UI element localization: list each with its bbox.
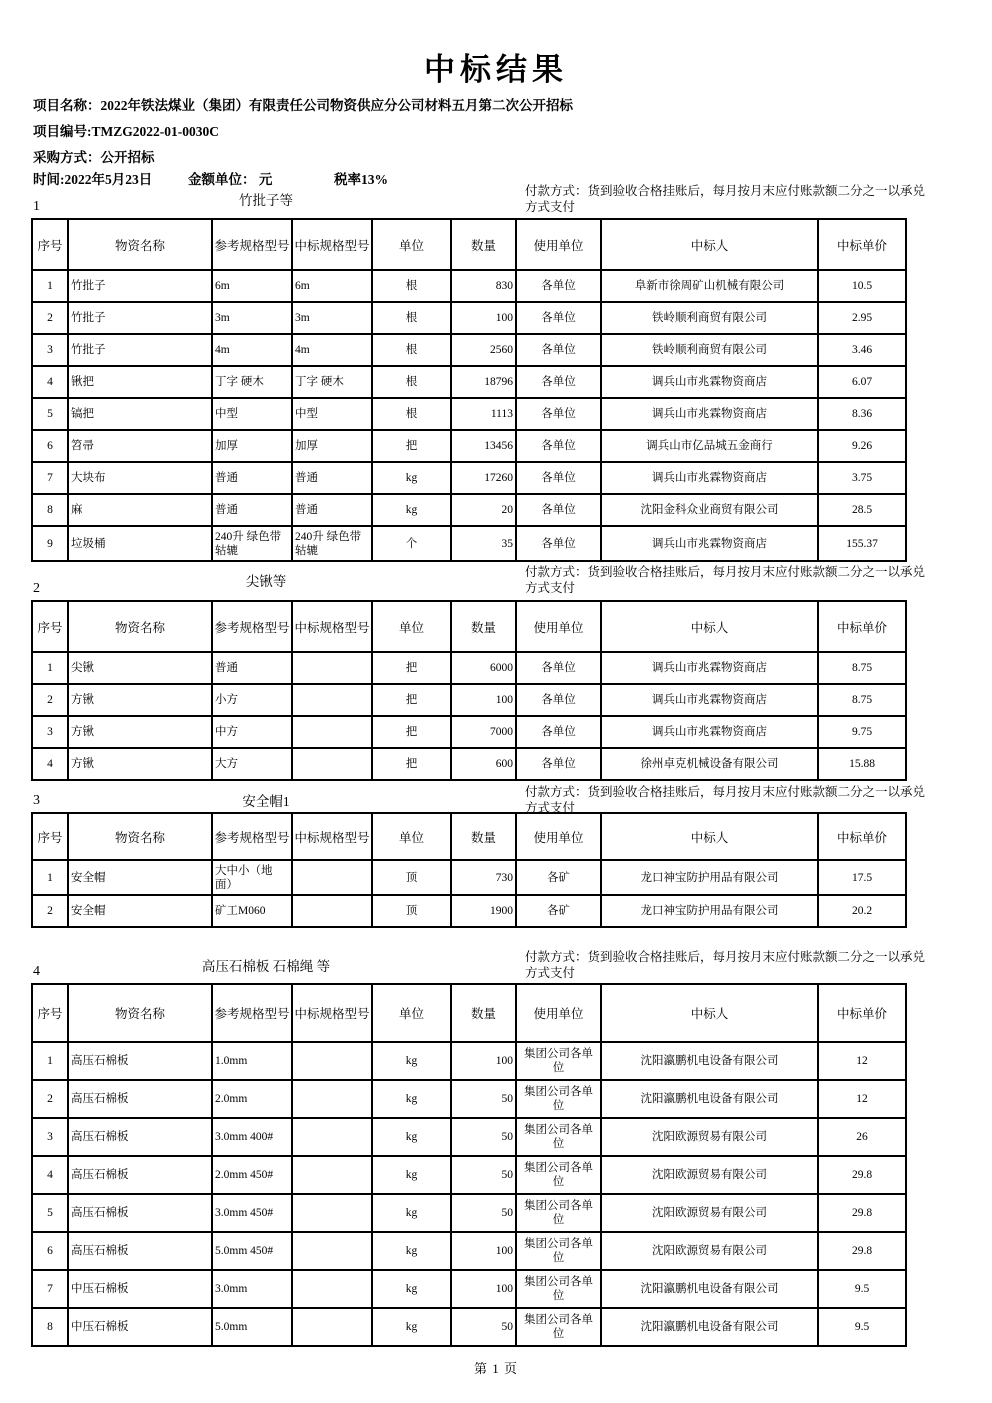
cell-user-unit: 各单位	[516, 684, 601, 716]
cell-material-name: 尖锹	[68, 652, 212, 684]
cell-win-spec	[292, 1080, 372, 1118]
cell-win-spec: 240升 绿色带轱辘	[292, 526, 372, 561]
bid-table-4	[31, 983, 907, 1347]
cell-ref-spec: 普通	[212, 462, 292, 494]
cell-quantity: 100	[451, 302, 516, 334]
cell-user-unit: 集团公司各单位	[516, 1270, 601, 1308]
col-header-win-spec: 中标规格型号	[292, 219, 372, 270]
cell-ref-spec: 3.0mm 450#	[212, 1194, 292, 1232]
cell-win-price: 17.5	[818, 860, 906, 895]
cell-win-price: 8.36	[818, 398, 906, 430]
cell-quantity: 100	[451, 1232, 516, 1270]
cell-win-spec: 加厚	[292, 430, 372, 462]
cell-ref-spec: 2.0mm	[212, 1080, 292, 1118]
cell-user-unit: 集团公司各单位	[516, 1308, 601, 1346]
cell-win-price: 8.75	[818, 684, 906, 716]
cell-ref-spec: 中方	[212, 716, 292, 748]
cell-unit: 把	[372, 716, 451, 748]
cell-win-price: 8.75	[818, 652, 906, 684]
cell-winner: 调兵山市兆霖物资商店	[601, 716, 818, 748]
page-number: 第 1 页	[473, 1361, 518, 1376]
cell-material-name: 竹批子	[68, 334, 212, 366]
cell-seq: 3	[32, 1118, 68, 1156]
col-header-unit: 单位	[372, 219, 451, 270]
cell-winner: 调兵山市兆霖物资商店	[601, 684, 818, 716]
table-row	[32, 1308, 906, 1346]
cell-win-price: 15.88	[818, 748, 906, 780]
cell-ref-spec: 6m	[212, 270, 292, 302]
cell-win-spec	[292, 684, 372, 716]
cell-win-spec: 中型	[292, 398, 372, 430]
cell-win-price: 3.75	[818, 462, 906, 494]
section-title: 安全帽1	[242, 794, 290, 809]
cell-user-unit: 集团公司各单位	[516, 1042, 601, 1080]
cell-unit: kg	[372, 1270, 451, 1308]
cell-user-unit: 各单位	[516, 366, 601, 398]
cell-quantity: 1113	[451, 398, 516, 430]
col-header-seq: 序号	[32, 984, 68, 1042]
table-row	[32, 684, 906, 716]
cell-quantity: 730	[451, 860, 516, 895]
cell-unit: kg	[372, 1042, 451, 1080]
cell-winner: 沈阳金科众业商贸有限公司	[601, 494, 818, 526]
col-header-seq: 序号	[32, 601, 68, 652]
procurement-method-line: 采购方式：公开招标	[33, 150, 155, 165]
cell-ref-spec: 2.0mm 450#	[212, 1156, 292, 1194]
cell-quantity: 2560	[451, 334, 516, 366]
cell-winner: 调兵山市兆霖物资商店	[601, 366, 818, 398]
cell-ref-spec: 5.0mm	[212, 1308, 292, 1346]
cell-quantity: 35	[451, 526, 516, 561]
cell-win-price: 9.5	[818, 1270, 906, 1308]
table-row	[32, 716, 906, 748]
cell-quantity: 50	[451, 1308, 516, 1346]
table-row	[32, 1232, 906, 1270]
page-title: 中标结果	[424, 52, 568, 87]
col-header-material-name: 物资名称	[68, 984, 212, 1042]
col-header-quantity: 数量	[451, 219, 516, 270]
section-number: 2	[33, 581, 40, 596]
amount-unit: 金额单位： 元	[188, 172, 273, 187]
cell-win-price: 12	[818, 1080, 906, 1118]
cell-unit: kg	[372, 462, 451, 494]
cell-quantity: 13456	[451, 430, 516, 462]
col-header-user-unit: 使用单位	[516, 813, 601, 860]
cell-win-price: 29.8	[818, 1194, 906, 1232]
cell-seq: 2	[32, 895, 68, 927]
cell-seq: 7	[32, 1270, 68, 1308]
cell-winner: 沈阳瀛鹏机电设备有限公司	[601, 1308, 818, 1346]
cell-material-name: 锹把	[68, 366, 212, 398]
cell-winner: 沈阳欧源贸易有限公司	[601, 1232, 818, 1270]
cell-material-name: 麻	[68, 494, 212, 526]
table-row	[32, 1270, 906, 1308]
cell-unit: kg	[372, 1156, 451, 1194]
table-row	[32, 494, 906, 526]
project-name-line: 项目名称：2022年铁法煤业（集团）有限责任公司物资供应分公司材料五月第二次公开招标	[33, 98, 573, 113]
cell-user-unit: 各单位	[516, 526, 601, 561]
cell-material-name: 安全帽	[68, 895, 212, 927]
cell-seq: 1	[32, 652, 68, 684]
cell-win-spec	[292, 748, 372, 780]
table-row	[32, 430, 906, 462]
col-header-ref-spec: 参考规格型号	[212, 813, 292, 860]
cell-win-price: 12	[818, 1042, 906, 1080]
cell-seq: 3	[32, 334, 68, 366]
cell-ref-spec: 小方	[212, 684, 292, 716]
cell-user-unit: 各单位	[516, 462, 601, 494]
table-row	[32, 1042, 906, 1080]
cell-unit: kg	[372, 1308, 451, 1346]
cell-unit: 把	[372, 748, 451, 780]
table-row	[32, 1194, 906, 1232]
cell-material-name: 镐把	[68, 398, 212, 430]
cell-seq: 3	[32, 716, 68, 748]
cell-material-name: 笤帚	[68, 430, 212, 462]
cell-material-name: 高压石棉板	[68, 1194, 212, 1232]
cell-material-name: 高压石棉板	[68, 1232, 212, 1270]
cell-winner: 铁岭顺利商贸有限公司	[601, 334, 818, 366]
col-header-win-spec: 中标规格型号	[292, 984, 372, 1042]
col-header-material-name: 物资名称	[68, 219, 212, 270]
cell-user-unit: 各单位	[516, 398, 601, 430]
cell-material-name: 竹批子	[68, 270, 212, 302]
cell-material-name: 竹批子	[68, 302, 212, 334]
section-title: 高压石棉板 石棉绳 等	[201, 959, 331, 974]
section-number: 1	[33, 199, 40, 214]
cell-seq: 4	[32, 366, 68, 398]
cell-ref-spec: 1.0mm	[212, 1042, 292, 1080]
cell-quantity: 600	[451, 748, 516, 780]
cell-ref-spec: 加厚	[212, 430, 292, 462]
cell-ref-spec: 5.0mm 450#	[212, 1232, 292, 1270]
section-number: 3	[33, 793, 40, 808]
col-header-winner: 中标人	[601, 813, 818, 860]
cell-seq: 4	[32, 1156, 68, 1194]
col-header-win-price: 中标单价	[818, 984, 906, 1042]
table-row	[32, 860, 906, 895]
cell-seq: 2	[32, 302, 68, 334]
cell-win-spec	[292, 1270, 372, 1308]
cell-win-price: 9.5	[818, 1308, 906, 1346]
cell-ref-spec: 大中小（地面）	[212, 860, 292, 895]
cell-win-spec: 丁字 硬木	[292, 366, 372, 398]
cell-win-price: 26	[818, 1118, 906, 1156]
table-row	[32, 462, 906, 494]
cell-winner: 龙口神宝防护用品有限公司	[601, 895, 818, 927]
cell-winner: 沈阳瀛鹏机电设备有限公司	[601, 1080, 818, 1118]
cell-ref-spec: 矿工M060	[212, 895, 292, 927]
cell-unit: 把	[372, 652, 451, 684]
col-header-material-name: 物资名称	[68, 813, 212, 860]
cell-quantity: 6000	[451, 652, 516, 684]
cell-unit: kg	[372, 1080, 451, 1118]
cell-winner: 龙口神宝防护用品有限公司	[601, 860, 818, 895]
bid-table-3	[31, 812, 907, 928]
cell-material-name: 高压石棉板	[68, 1042, 212, 1080]
cell-win-spec	[292, 1308, 372, 1346]
cell-user-unit: 各矿	[516, 860, 601, 895]
cell-winner: 铁岭顺利商贸有限公司	[601, 302, 818, 334]
cell-material-name: 方锹	[68, 716, 212, 748]
cell-ref-spec: 丁字 硬木	[212, 366, 292, 398]
col-header-quantity: 数量	[451, 984, 516, 1042]
cell-ref-spec: 3m	[212, 302, 292, 334]
cell-winner: 调兵山市兆霖物资商店	[601, 652, 818, 684]
cell-win-spec: 普通	[292, 494, 372, 526]
cell-seq: 8	[32, 1308, 68, 1346]
cell-unit: kg	[372, 494, 451, 526]
table-row	[32, 1118, 906, 1156]
cell-winner: 沈阳瀛鹏机电设备有限公司	[601, 1270, 818, 1308]
cell-win-price: 9.75	[818, 716, 906, 748]
cell-ref-spec: 中型	[212, 398, 292, 430]
cell-ref-spec: 普通	[212, 652, 292, 684]
cell-user-unit: 集团公司各单位	[516, 1080, 601, 1118]
cell-user-unit: 集团公司各单位	[516, 1232, 601, 1270]
cell-win-spec	[292, 1156, 372, 1194]
cell-quantity: 100	[451, 1042, 516, 1080]
cell-win-price: 29.8	[818, 1156, 906, 1194]
cell-win-spec: 4m	[292, 334, 372, 366]
table-row	[32, 398, 906, 430]
cell-user-unit: 各单位	[516, 302, 601, 334]
cell-material-name: 大块布	[68, 462, 212, 494]
cell-unit: kg	[372, 1194, 451, 1232]
cell-unit: 根	[372, 366, 451, 398]
cell-ref-spec: 3.0mm	[212, 1270, 292, 1308]
cell-unit: 顶	[372, 895, 451, 927]
cell-material-name: 方锹	[68, 684, 212, 716]
cell-material-name: 垃圾桶	[68, 526, 212, 561]
cell-win-spec	[292, 1042, 372, 1080]
cell-win-spec: 6m	[292, 270, 372, 302]
cell-ref-spec: 大方	[212, 748, 292, 780]
cell-seq: 6	[32, 1232, 68, 1270]
cell-win-price: 10.5	[818, 270, 906, 302]
cell-quantity: 17260	[451, 462, 516, 494]
cell-quantity: 100	[451, 1270, 516, 1308]
cell-seq: 1	[32, 860, 68, 895]
cell-win-price: 20.2	[818, 895, 906, 927]
cell-seq: 6	[32, 430, 68, 462]
table-row	[32, 270, 906, 302]
cell-win-price: 9.26	[818, 430, 906, 462]
col-header-seq: 序号	[32, 219, 68, 270]
cell-ref-spec: 4m	[212, 334, 292, 366]
col-header-user-unit: 使用单位	[516, 219, 601, 270]
col-header-quantity: 数量	[451, 601, 516, 652]
cell-quantity: 50	[451, 1156, 516, 1194]
cell-user-unit: 各单位	[516, 334, 601, 366]
cell-material-name: 中压石棉板	[68, 1308, 212, 1346]
cell-win-price: 28.5	[818, 494, 906, 526]
cell-user-unit: 各单位	[516, 652, 601, 684]
col-header-win-spec: 中标规格型号	[292, 601, 372, 652]
cell-seq: 2	[32, 684, 68, 716]
col-header-user-unit: 使用单位	[516, 601, 601, 652]
cell-winner: 沈阳欧源贸易有限公司	[601, 1156, 818, 1194]
cell-win-spec	[292, 716, 372, 748]
cell-quantity: 50	[451, 1194, 516, 1232]
cell-user-unit: 各单位	[516, 270, 601, 302]
cell-seq: 4	[32, 748, 68, 780]
cell-unit: kg	[372, 1118, 451, 1156]
cell-unit: 把	[372, 430, 451, 462]
col-header-unit: 单位	[372, 984, 451, 1042]
table-row	[32, 302, 906, 334]
col-header-ref-spec: 参考规格型号	[212, 984, 292, 1042]
cell-win-spec: 普通	[292, 462, 372, 494]
cell-win-spec	[292, 652, 372, 684]
cell-ref-spec: 240升 绿色带轱辘	[212, 526, 292, 561]
cell-material-name: 高压石棉板	[68, 1080, 212, 1118]
section-title: 竹批子等	[239, 193, 293, 208]
table-row	[32, 652, 906, 684]
date-value: 时间:2022年5月23日	[33, 172, 153, 187]
col-header-ref-spec: 参考规格型号	[212, 601, 292, 652]
cell-material-name: 中压石棉板	[68, 1270, 212, 1308]
cell-winner: 阜新市徐周矿山机械有限公司	[601, 270, 818, 302]
cell-winner: 调兵山市亿品城五金商行	[601, 430, 818, 462]
cell-winner: 沈阳瀛鹏机电设备有限公司	[601, 1042, 818, 1080]
table-row	[32, 1156, 906, 1194]
col-header-winner: 中标人	[601, 219, 818, 270]
cell-user-unit: 各单位	[516, 748, 601, 780]
cell-unit: 根	[372, 398, 451, 430]
cell-material-name: 安全帽	[68, 860, 212, 895]
cell-seq: 9	[32, 526, 68, 561]
cell-unit: 把	[372, 684, 451, 716]
payment-note: 付款方式：货到验收合格挂账后，每月按月末应付账款额二分之一以承兑方式支付	[525, 184, 926, 214]
cell-quantity: 20	[451, 494, 516, 526]
cell-seq: 5	[32, 398, 68, 430]
cell-win-price: 6.07	[818, 366, 906, 398]
section-number: 4	[33, 964, 40, 979]
col-header-win-price: 中标单价	[818, 219, 906, 270]
cell-unit: 根	[372, 270, 451, 302]
cell-seq: 8	[32, 494, 68, 526]
col-header-unit: 单位	[372, 813, 451, 860]
col-header-material-name: 物资名称	[68, 601, 212, 652]
cell-win-spec	[292, 1232, 372, 1270]
cell-ref-spec: 3.0mm 400#	[212, 1118, 292, 1156]
col-header-unit: 单位	[372, 601, 451, 652]
cell-seq: 7	[32, 462, 68, 494]
table-row	[32, 526, 906, 561]
cell-winner: 沈阳欧源贸易有限公司	[601, 1118, 818, 1156]
cell-win-price: 3.46	[818, 334, 906, 366]
col-header-win-price: 中标单价	[818, 601, 906, 652]
col-header-quantity: 数量	[451, 813, 516, 860]
cell-quantity: 50	[451, 1118, 516, 1156]
col-header-winner: 中标人	[601, 984, 818, 1042]
cell-user-unit: 各单位	[516, 716, 601, 748]
cell-quantity: 18796	[451, 366, 516, 398]
col-header-ref-spec: 参考规格型号	[212, 219, 292, 270]
cell-material-name: 高压石棉板	[68, 1156, 212, 1194]
bid-table-1	[31, 218, 907, 562]
cell-material-name: 高压石棉板	[68, 1118, 212, 1156]
project-code-line: 项目编号:TMZG2022-01-0030C	[33, 124, 219, 139]
section-title: 尖锹等	[245, 574, 287, 589]
col-header-win-price: 中标单价	[818, 813, 906, 860]
cell-winner: 徐州卓克机械设备有限公司	[601, 748, 818, 780]
cell-seq: 1	[32, 1042, 68, 1080]
cell-user-unit: 各矿	[516, 895, 601, 927]
cell-winner: 调兵山市兆霖物资商店	[601, 462, 818, 494]
cell-user-unit: 集团公司各单位	[516, 1194, 601, 1232]
cell-win-spec	[292, 1194, 372, 1232]
tax-rate: 税率13%	[334, 172, 388, 187]
cell-material-name: 方锹	[68, 748, 212, 780]
cell-quantity: 50	[451, 1080, 516, 1118]
cell-quantity: 1900	[451, 895, 516, 927]
table-row	[32, 1080, 906, 1118]
cell-win-price: 29.8	[818, 1232, 906, 1270]
cell-seq: 1	[32, 270, 68, 302]
table-row	[32, 334, 906, 366]
cell-unit: 顶	[372, 860, 451, 895]
cell-win-spec	[292, 1118, 372, 1156]
col-header-seq: 序号	[32, 813, 68, 860]
col-header-user-unit: 使用单位	[516, 984, 601, 1042]
cell-winner: 沈阳欧源贸易有限公司	[601, 1194, 818, 1232]
table-row	[32, 895, 906, 927]
cell-win-spec	[292, 895, 372, 927]
payment-note: 付款方式：货到验收合格挂账后，每月按月末应付账款额二分之一以承兑方式支付	[525, 950, 926, 980]
cell-unit: 根	[372, 334, 451, 366]
cell-unit: 个	[372, 526, 451, 561]
payment-note: 付款方式：货到验收合格挂账后，每月按月末应付账款额二分之一以承兑方式支付	[525, 565, 926, 595]
cell-win-spec	[292, 860, 372, 895]
cell-win-spec: 3m	[292, 302, 372, 334]
col-header-winner: 中标人	[601, 601, 818, 652]
cell-unit: 根	[372, 302, 451, 334]
cell-user-unit: 集团公司各单位	[516, 1156, 601, 1194]
bid-table-2	[31, 600, 907, 781]
cell-ref-spec: 普通	[212, 494, 292, 526]
cell-seq: 2	[32, 1080, 68, 1118]
cell-quantity: 100	[451, 684, 516, 716]
cell-winner: 调兵山市兆霖物资商店	[601, 398, 818, 430]
table-row	[32, 366, 906, 398]
table-row	[32, 748, 906, 780]
cell-user-unit: 各单位	[516, 494, 601, 526]
col-header-win-spec: 中标规格型号	[292, 813, 372, 860]
cell-win-price: 2.95	[818, 302, 906, 334]
cell-win-price: 155.37	[818, 526, 906, 561]
cell-winner: 调兵山市兆霖物资商店	[601, 526, 818, 561]
payment-note: 付款方式：货到验收合格挂账后，每月按月末应付账款额二分之一以承兑方式支付	[525, 785, 926, 815]
cell-user-unit: 各单位	[516, 430, 601, 462]
cell-quantity: 830	[451, 270, 516, 302]
cell-user-unit: 集团公司各单位	[516, 1118, 601, 1156]
cell-quantity: 7000	[451, 716, 516, 748]
cell-unit: kg	[372, 1232, 451, 1270]
cell-seq: 5	[32, 1194, 68, 1232]
